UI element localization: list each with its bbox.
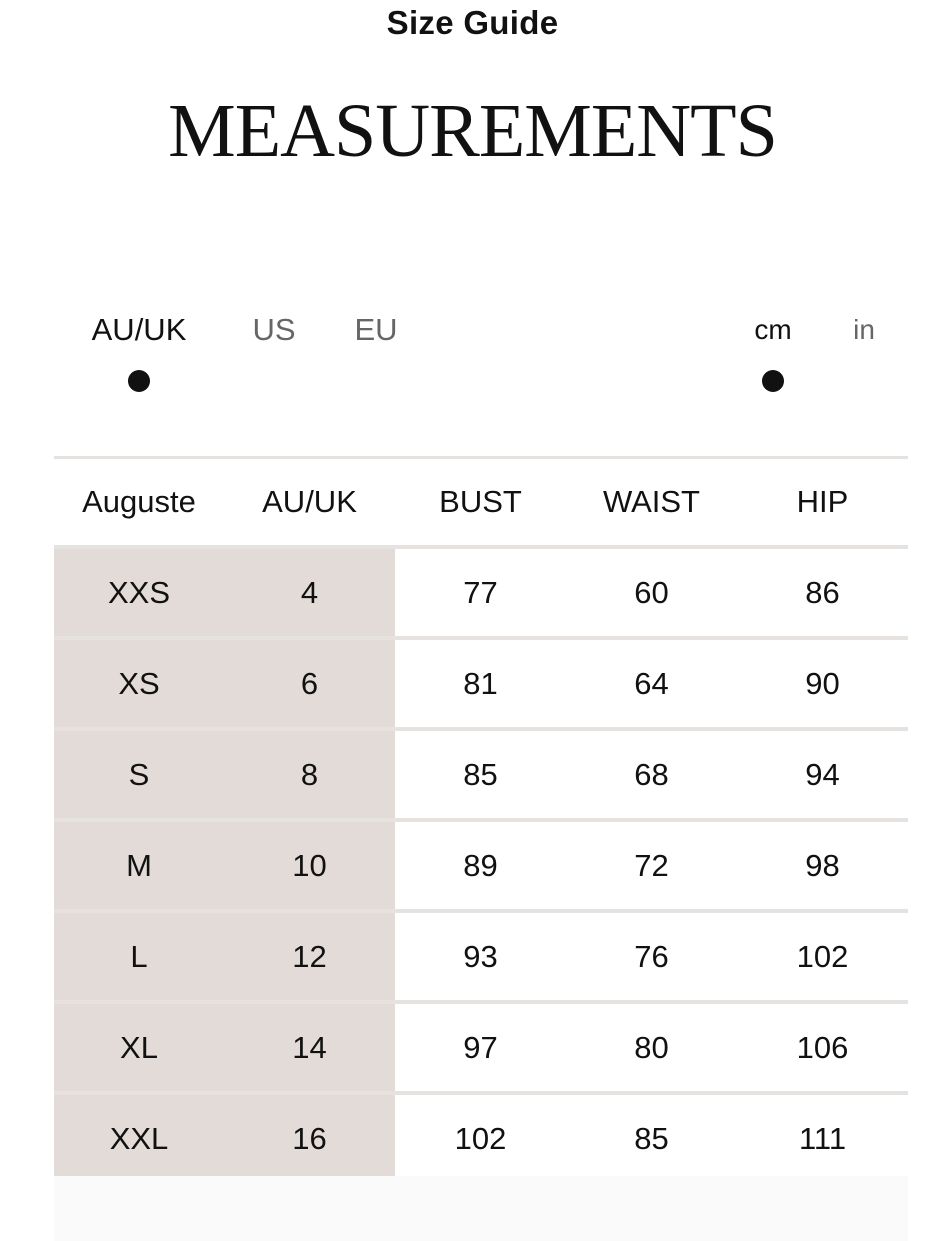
waist-cell: 80 [566, 1002, 737, 1093]
table-row [54, 1093, 908, 1184]
waist-cell: 64 [566, 638, 737, 729]
tab-in[interactable] [838, 310, 890, 350]
size-cell: M [54, 820, 224, 911]
waist-cell: 72 [566, 820, 737, 911]
waist-cell: 60 [566, 547, 737, 638]
hip-cell: 102 [737, 911, 908, 1002]
tab-us-label: US [252, 312, 296, 347]
column-header: WAIST [566, 458, 737, 548]
column-header: AU/UK [224, 458, 395, 548]
bust-cell: 89 [395, 820, 566, 911]
page-title: MEASUREMENTS [168, 89, 777, 173]
size-cell: XXL [54, 1093, 224, 1184]
bust-cell: 97 [395, 1002, 566, 1093]
size-cell: 10 [224, 820, 395, 911]
tab-au-uk[interactable] [76, 310, 202, 392]
selected-dot-icon [128, 370, 150, 392]
tab-eu[interactable] [344, 310, 408, 350]
size-cell: XS [54, 638, 224, 729]
table-row [54, 820, 908, 911]
size-cell: S [54, 729, 224, 820]
tab-eu-label: EU [354, 312, 398, 347]
bust-cell: 85 [395, 729, 566, 820]
size-cell: XXS [54, 547, 224, 638]
hip-cell: 111 [737, 1093, 908, 1184]
bottom-band [54, 1176, 908, 1241]
unit-tabs [730, 310, 900, 400]
hip-cell: 90 [737, 638, 908, 729]
table-row [54, 1002, 908, 1093]
tab-au-uk-label: AU/UK [91, 312, 187, 347]
tab-us[interactable] [242, 310, 306, 350]
hip-cell: 86 [737, 547, 908, 638]
tab-in-label: in [853, 314, 875, 345]
column-header: Auguste [54, 458, 224, 548]
tab-cm-label: cm [754, 314, 792, 345]
hip-cell: 106 [737, 1002, 908, 1093]
hip-cell: 94 [737, 729, 908, 820]
hip-cell: 98 [737, 820, 908, 911]
size-cell: 14 [224, 1002, 395, 1093]
size-cell: XL [54, 1002, 224, 1093]
tab-cm[interactable] [740, 310, 806, 392]
size-cell: 16 [224, 1093, 395, 1184]
header-title: Size Guide [386, 4, 559, 41]
size-cell: 12 [224, 911, 395, 1002]
region-tabs [54, 310, 434, 400]
waist-cell: 68 [566, 729, 737, 820]
bust-cell: 81 [395, 638, 566, 729]
selected-dot-icon [762, 370, 784, 392]
waist-cell: 85 [566, 1093, 737, 1184]
size-cell: 4 [224, 547, 395, 638]
table-row [54, 911, 908, 1002]
table-row [54, 638, 908, 729]
size-table [54, 456, 908, 1186]
bust-cell: 93 [395, 911, 566, 1002]
table-row [54, 547, 908, 638]
size-cell: L [54, 911, 224, 1002]
size-cell: 8 [224, 729, 395, 820]
size-cell: 6 [224, 638, 395, 729]
column-header: HIP [737, 458, 908, 548]
table-row [54, 729, 908, 820]
bust-cell: 102 [395, 1093, 566, 1184]
table-header-row [54, 458, 908, 548]
bust-cell: 77 [395, 547, 566, 638]
column-header: BUST [395, 458, 566, 548]
waist-cell: 76 [566, 911, 737, 1002]
